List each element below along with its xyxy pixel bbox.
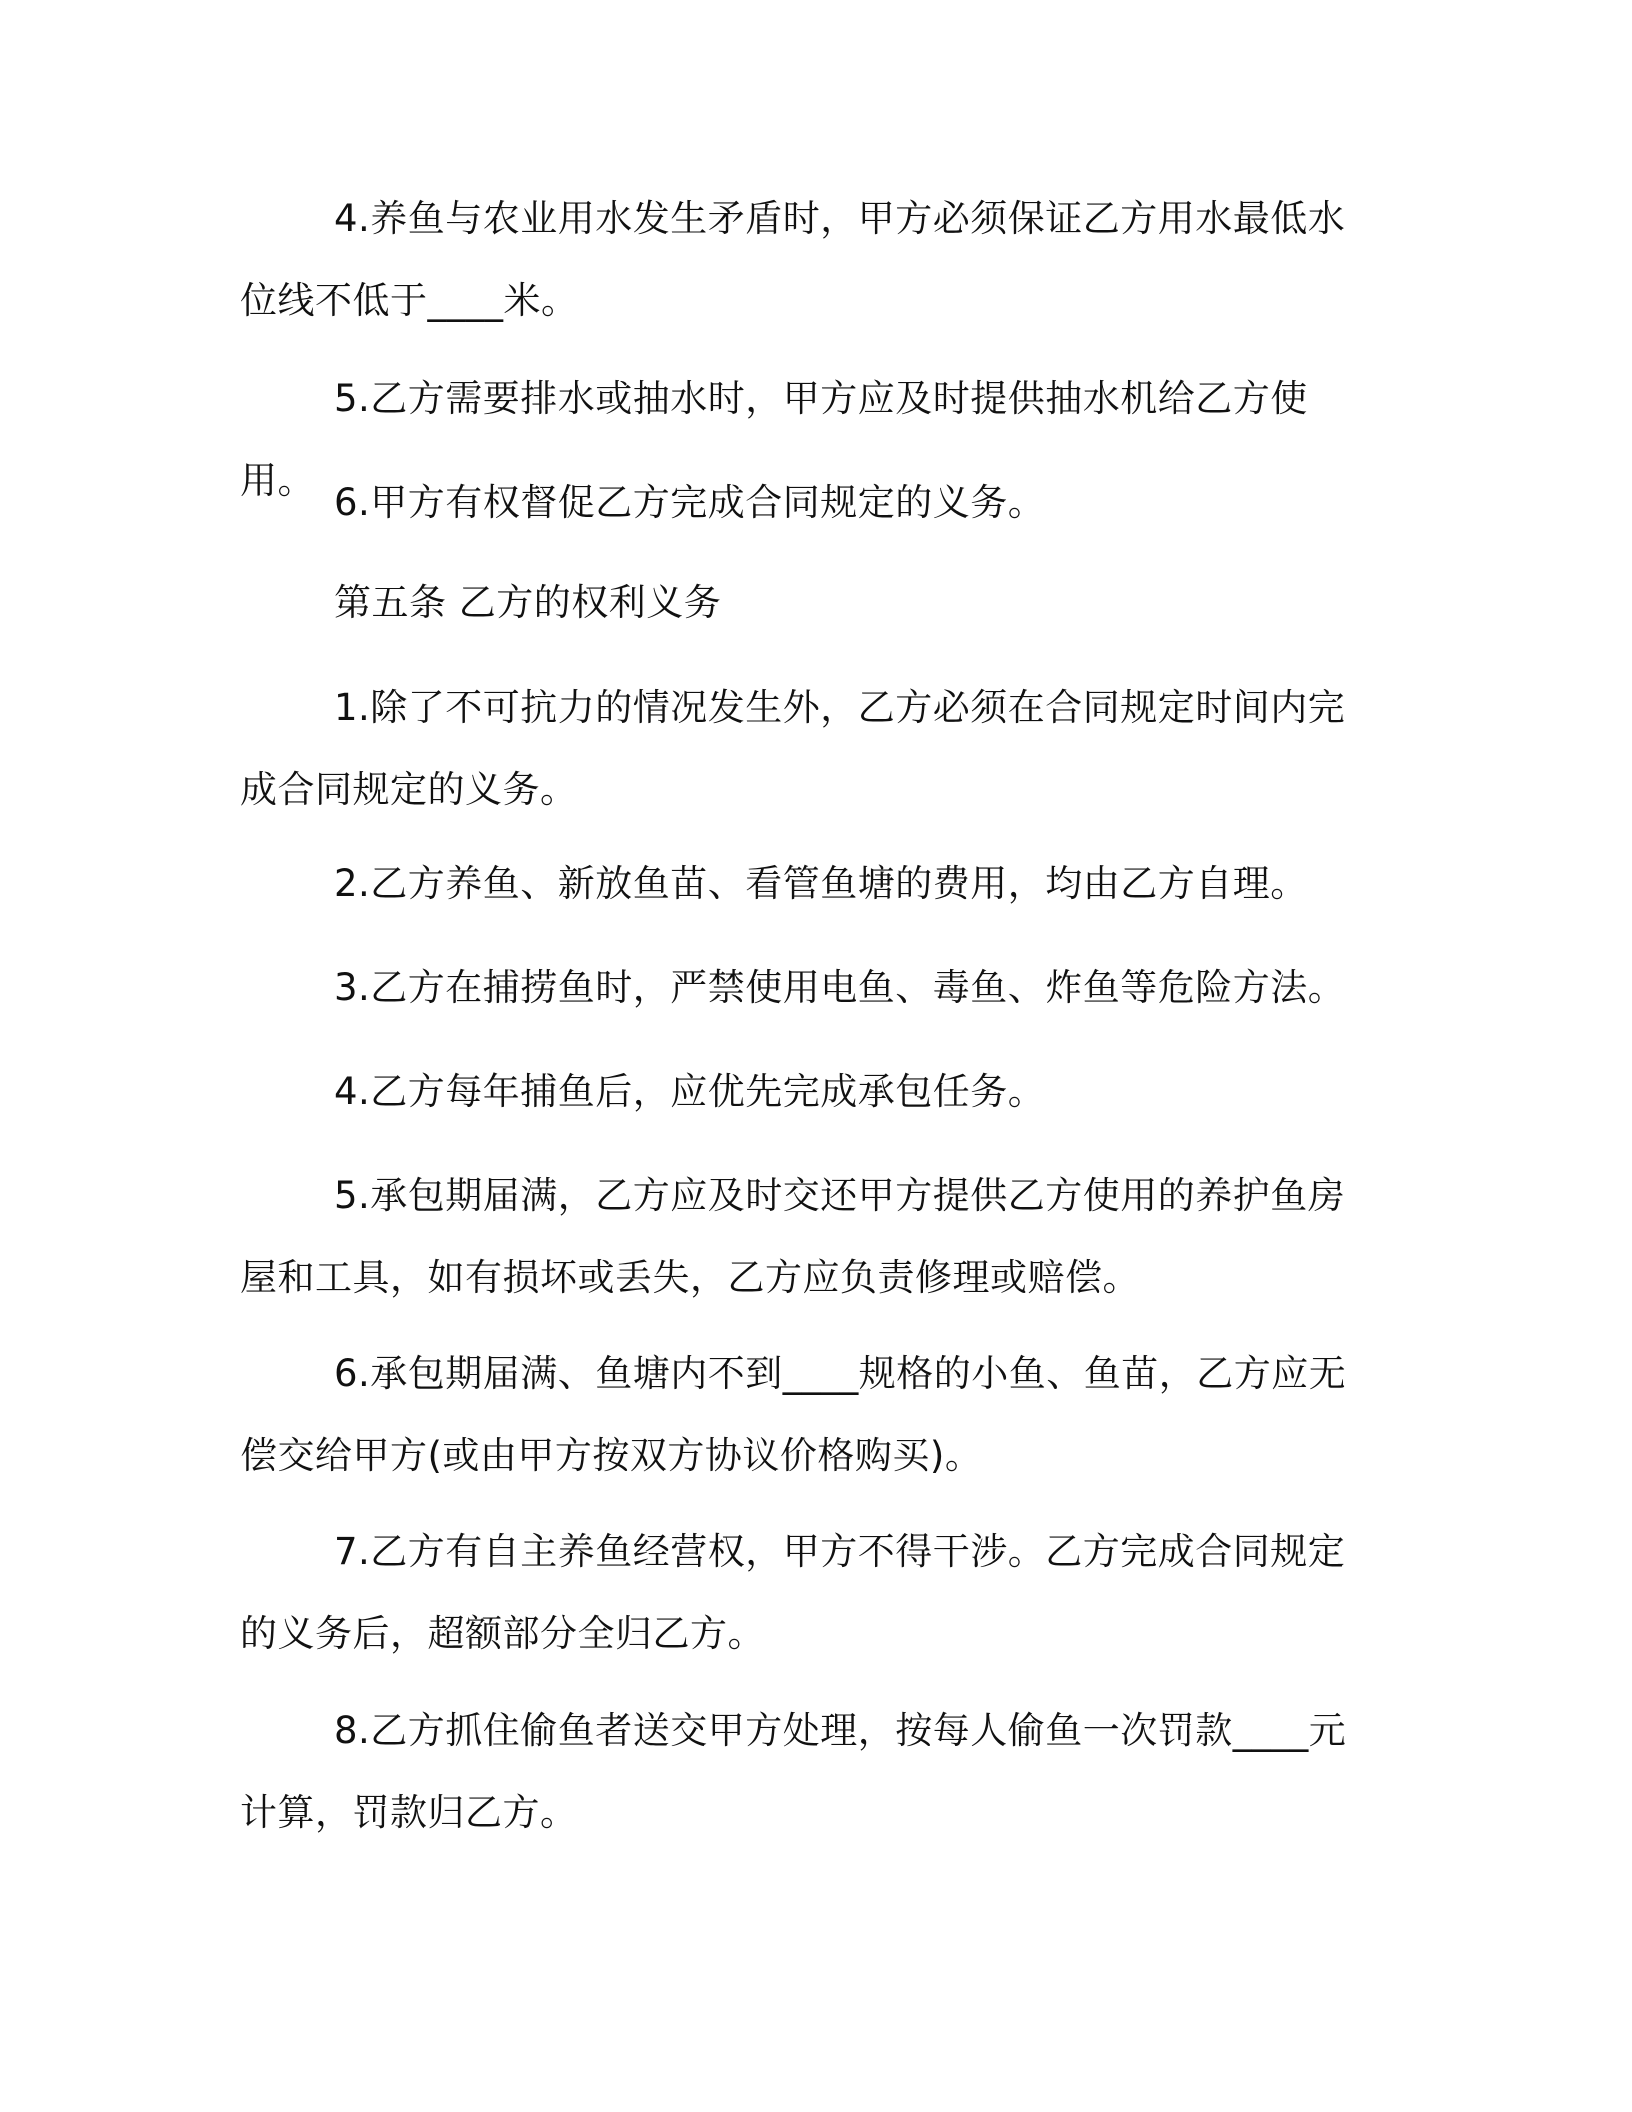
paragraph-supervise: 6.甲方有权督促乙方完成合同规定的义务。 bbox=[334, 481, 1046, 524]
paragraph-fishing-methods: 3.乙方在捕捞鱼时，严禁使用电鱼、毒鱼、炸鱼等危险方法。 bbox=[334, 966, 1346, 1009]
paragraph-force-majeure: 1.除了不可抗力的情况发生外，乙方必须在合同规定时间内完成合同规定的义务。 bbox=[240, 686, 1346, 811]
paragraph-autonomy: 7.乙方有自主养鱼经营权，甲方不得干涉。乙方完成合同规定的义务后，超额部分全归乙方。 bbox=[240, 1530, 1346, 1655]
paragraph-costs: 2.乙方养鱼、新放鱼苗、看管鱼塘的费用，均由乙方自理。 bbox=[334, 862, 1308, 905]
paragraph-contract-task: 4.乙方每年捕鱼后，应优先完成承包任务。 bbox=[334, 1070, 1046, 1113]
paragraph-fine: 8.乙方抓住偷鱼者送交甲方处理，按每人偷鱼一次罚款____元计算，罚款归乙方。 bbox=[240, 1709, 1347, 1834]
section-heading-article-5: 第五条 乙方的权利义务 bbox=[334, 581, 722, 624]
paragraph-drainage: 5.乙方需要排水或抽水时，甲方应及时提供抽水机给乙方使用。 bbox=[240, 377, 1308, 502]
paragraph-small-fish: 6.承包期届满、鱼塘内不到____规格的小鱼、鱼苗，乙方应无偿交给甲方(或由甲方按双方协议价格购买)。 bbox=[240, 1352, 1347, 1477]
paragraph-water-level: 4.养鱼与农业用水发生矛盾时，甲方必须保证乙方用水最低水位线不低于____米。 bbox=[240, 197, 1346, 322]
paragraph-return-tools: 5.承包期届满，乙方应及时交还甲方提供乙方使用的养护鱼房屋和工具，如有损坏或丢失，乙方应负责修理或赔偿。 bbox=[240, 1174, 1346, 1299]
